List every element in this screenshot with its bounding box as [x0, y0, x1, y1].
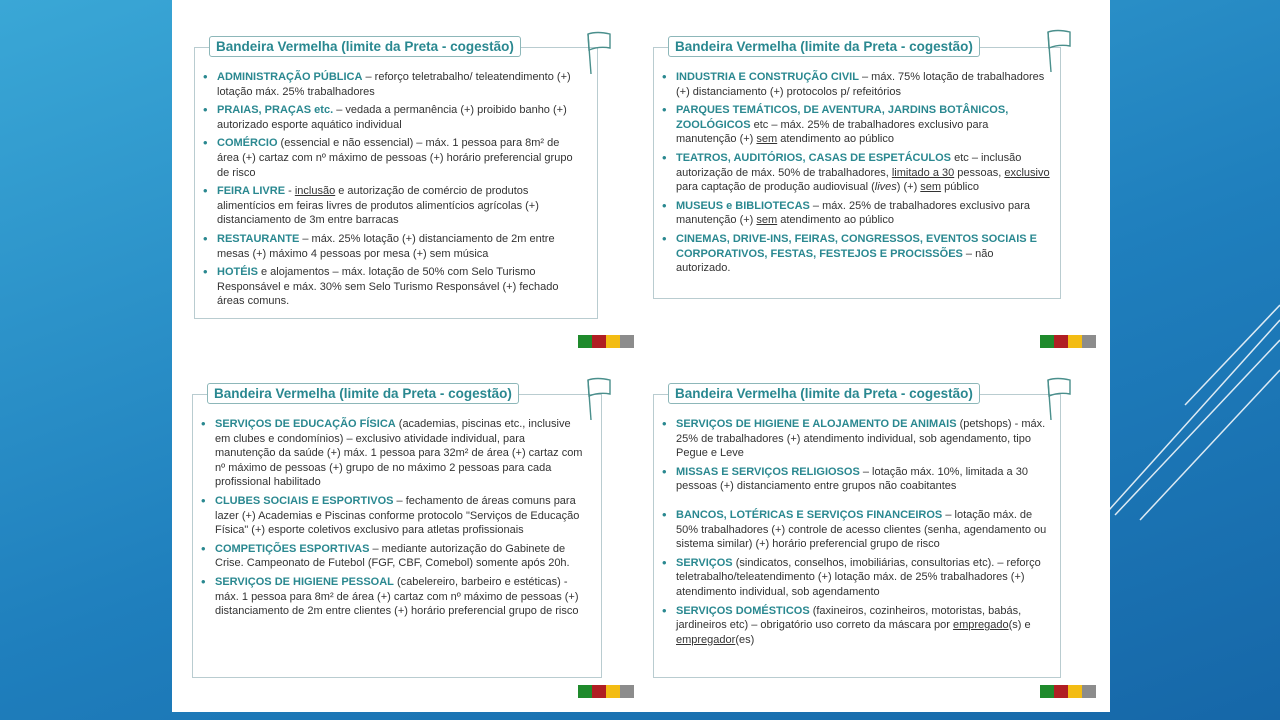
list-item: • SERVIÇOS DE HIGIENE E ALOJAMENTO DE ANIMAIS (petshops) - máx. 25% de trabalhadores (+) atendimento individual, sob agendamento, tipo Pegue e Leve	[662, 417, 1054, 461]
item-list	[201, 417, 585, 623]
list-item: • COMPETIÇÕES ESPORTIVAS – mediante autorização do Gabinete de Crise. Campeonato de Futebol (FGF, CBF, Comebol) somente após 20h.	[201, 542, 585, 571]
list-item: • INDUSTRIA E CONSTRUÇÃO CIVIL – máx. 75% lotação de trabalhadores (+) distanciamento (+) protocolos p/ refeitórios	[662, 70, 1050, 99]
panel-title: Bandeira Vermelha (limite da Preta - cogestão)	[668, 383, 980, 404]
list-item: • FEIRA LIVRE - inclusão e autorização de comércio de produtos alimentícios em feiras livres de produtos alimentícios agrícolas (+) distanciamento de 3m entre barracas	[203, 184, 581, 228]
item-list	[662, 417, 1054, 651]
list-item: • PARQUES TEMÁTICOS, DE AVENTURA, JARDINS BOTÂNICOS, ZOOLÓGICOS etc – máx. 25% de trabalhadores exclusivo para manutenção (+) sem atendimento ao público	[662, 103, 1050, 147]
list-item: • SERVIÇOS DOMÉSTICOS (faxineiros, cozinheiros, motoristas, babás, jardineiros etc) – obrigatório uso correto da máscara por empregado(s) e empregador(es)	[662, 604, 1054, 648]
decorative-lines	[1100, 300, 1280, 540]
item-list	[203, 70, 581, 313]
list-item: • CINEMAS, DRIVE-INS, FEIRAS, CONGRESSOS, EVENTOS SOCIAIS E CORPORATIVOS, FESTAS, FESTEJOS E PROCISSÕES – não autorizado.	[662, 232, 1050, 276]
color-stripe-icon	[1040, 685, 1096, 698]
list-item: • SERVIÇOS (sindicatos, conselhos, imobiliárias, consultorias etc). – reforço teletrabalho/teleatendimento (+) lotação máx. de 25% trabalhadores (+) atendimento individual, sob agendamento	[662, 556, 1054, 600]
panel-title: Bandeira Vermelha (limite da Preta - cogestão)	[207, 383, 519, 404]
flag-icon	[582, 30, 616, 76]
list-item: • SERVIÇOS DE HIGIENE PESSOAL (cabelereiro, barbeiro e estéticas) - máx. 1 pessoa para 8m² de área (+) cartaz com nº máximo de pessoas (+) distanciamento de 2m entre clientes (+) horário preferencial grupo de risco	[201, 575, 585, 619]
panel-top-left	[194, 39, 598, 319]
list-item: • CLUBES SOCIAIS E ESPORTIVOS – fechamento de áreas comuns para lazer (+) Academias e Piscinas conforme protocolo "Serviços de Educação Física" (+) esporte coletivos exclusivo para atletas profissionais	[201, 494, 585, 538]
flag-icon	[582, 376, 616, 422]
panel-top-right	[653, 39, 1061, 299]
panel-title: Bandeira Vermelha (limite da Preta - cogestão)	[668, 36, 980, 57]
panel-title: Bandeira Vermelha (limite da Preta - cogestão)	[209, 36, 521, 57]
list-item: • TEATROS, AUDITÓRIOS, CASAS DE ESPETÁCULOS etc – inclusão autorização de máx. 50% de trabalhadores, limitado a 30 pessoas, exclusivo para captação de produção audiovisual (lives) (+) sem público	[662, 151, 1050, 195]
color-stripe-icon	[578, 685, 634, 698]
panel-bottom-left	[192, 386, 602, 678]
color-stripe-icon	[578, 335, 634, 348]
list-item: • PRAIAS, PRAÇAS etc. – vedada a permanência (+) proibido banho (+) autorizado esporte aquático individual	[203, 103, 581, 132]
flag-icon	[1042, 28, 1076, 74]
color-stripe-icon	[1040, 335, 1096, 348]
flag-icon	[1042, 376, 1076, 422]
item-list	[662, 70, 1050, 280]
list-item: • BANCOS, LOTÉRICAS E SERVIÇOS FINANCEIROS – lotação máx. de 50% trabalhadores (+) controle de acesso clientes (senha, agendamento ou sistema similar) (+) horário preferencial grupo de risco	[662, 508, 1054, 552]
list-item: • SERVIÇOS DE EDUCAÇÃO FÍSICA (academias, piscinas etc., inclusive em clubes e condomínios) – exclusivo atividade individual, para manutenção da saúde (+) máx. 1 pessoa para 32m² de área (+) cartaz com nº máximo de pessoas (+) grupo de no máximo 2 pessoas para cada profissional habilitado	[201, 417, 585, 490]
list-item: • MUSEUS e BIBLIOTECAS – máx. 25% de trabalhadores exclusivo para manutenção (+) sem atendimento ao público	[662, 199, 1050, 228]
list-item: • RESTAURANTE – máx. 25% lotação (+) distanciamento de 2m entre mesas (+) máximo 4 pessoas por mesa (+) sem música	[203, 232, 581, 261]
list-item: • COMÉRCIO (essencial e não essencial) – máx. 1 pessoa para 8m² de área (+) cartaz com nº máximo de pessoas (+) horário preferencial grupo de risco	[203, 136, 581, 180]
panel-bottom-right	[653, 386, 1061, 678]
list-item: • MISSAS E SERVIÇOS RELIGIOSOS – lotação máx. 10%, limitada a 30 pessoas (+) distanciamento entre grupos não coabitantes	[662, 465, 1054, 494]
list-item: • HOTÉIS e alojamentos – máx. lotação de 50% com Selo Turismo Responsável e máx. 30% sem Selo Turismo Responsável (+) fechado áreas comuns.	[203, 265, 581, 309]
list-item: • ADMINISTRAÇÃO PÚBLICA – reforço teletrabalho/ teleatendimento (+) lotação máx. 25% trabalhadores	[203, 70, 581, 99]
